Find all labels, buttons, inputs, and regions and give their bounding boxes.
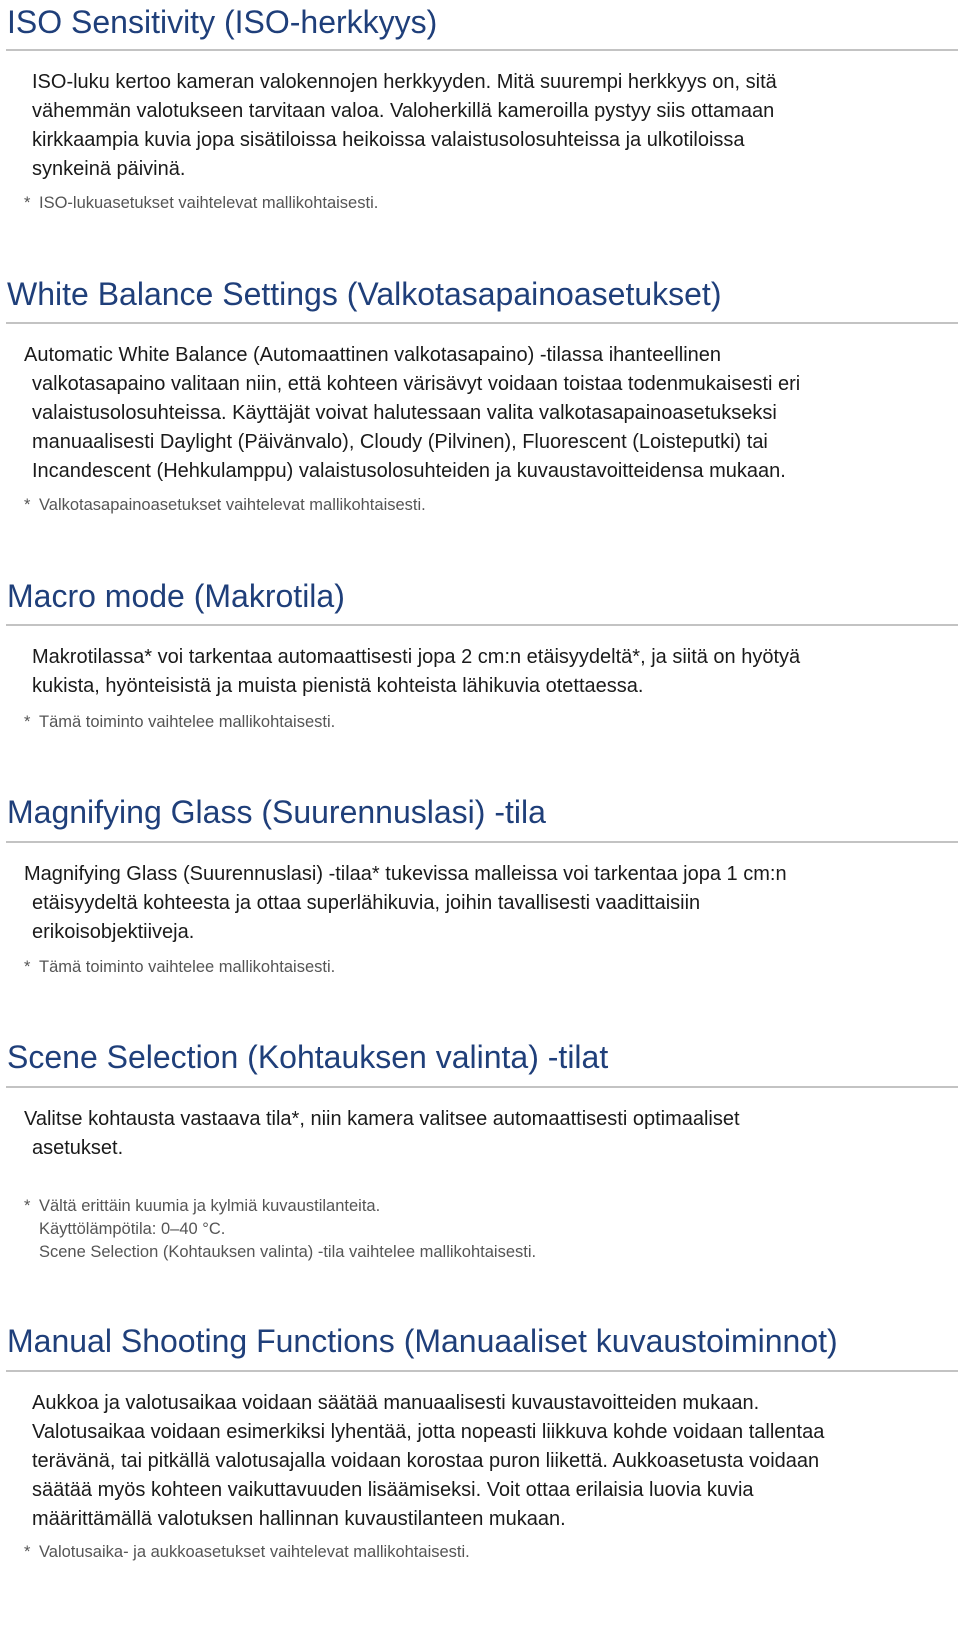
paragraph-line: säätää myös kohteen vaikuttavuuden lisäämiseksi. Voit ottaa erilaisia luovia kuvia (32, 1479, 754, 1501)
section-divider (6, 322, 958, 324)
section-divider (6, 841, 958, 843)
paragraph-line: kukista, hyönteisistä ja muista pienistä kohteista lähikuvia otettaessa. (32, 675, 644, 697)
paragraph-line: ISO-luku kertoo kameran valokennojen herkkyyden. Mitä suurempi herkkyys on, sitä (32, 71, 777, 93)
section-paragraph (24, 1105, 944, 1163)
section-heading: Magnifying Glass (Suurennuslasi) -tila (7, 794, 546, 830)
note-text: ISO-lukuasetukset vaihtelevat mallikohtaisesti. (39, 194, 379, 212)
section-divider (6, 1086, 958, 1088)
note-line (24, 1195, 944, 1218)
section-heading: White Balance Settings (Valkotasapainoasetukset) (7, 276, 722, 312)
paragraph-line: synkeinä päivinä. (32, 158, 186, 180)
section-note (24, 1195, 944, 1264)
paragraph-line: kirkkaampia kuvia jopa sisätiloissa heikoissa valaistusolosuhteissa ja ulkotiloissa (32, 129, 745, 151)
paragraph-line: valkotasapaino valitaan niin, että kohteen värisävyt voidaan toistaa todenmukaisesti eri (32, 373, 801, 395)
note-line (24, 1541, 944, 1564)
section-heading: Macro mode (Makrotila) (7, 578, 345, 614)
section-note (24, 1541, 944, 1564)
paragraph-line: Incandescent (Hehkulamppu) valaistusolosuhteiden ja kuvaustavoitteidensa mukaan. (32, 460, 786, 482)
note-marker: * (24, 194, 31, 212)
section-note (24, 494, 944, 517)
section-paragraph (24, 1389, 944, 1534)
paragraph-line: Aukkoa ja valotusaikaa voidaan säätää manuaalisesti kuvaustavoitteiden mukaan. (32, 1392, 760, 1414)
note-text: Tämä toiminto vaihtelee mallikohtaisesti. (39, 958, 336, 976)
note-marker: * (24, 958, 31, 976)
note-line (24, 494, 944, 517)
note-text: Valkotasapainoasetukset vaihtelevat mallikohtaisesti. (39, 496, 426, 514)
note-line (24, 192, 944, 215)
paragraph-line: Valotusaikaa voidaan esimerkiksi lyhentää, jotta nopeasti liikkuva kohde voidaan tallentaa (32, 1421, 825, 1443)
paragraph-line: Automatic White Balance (Automaattinen valkotasapaino) -tilassa ihanteellinen (24, 344, 722, 366)
note-marker: * (24, 713, 31, 731)
section-paragraph (24, 860, 944, 947)
paragraph-line: terävänä, tai pitkällä valotusajalla voidaan korostaa puron liikettä. Aukkoasetusta voidaan (32, 1450, 820, 1472)
section-heading: Manual Shooting Functions (Manuaaliset kuvaustoiminnot) (7, 1323, 838, 1359)
section-divider (6, 49, 958, 51)
paragraph-line: määrittämällä valotuksen hallinnan kuvaustilanteen mukaan. (32, 1508, 566, 1530)
paragraph-line: valaistusolosuhteissa. Käyttäjät voivat halutessaan valita valkotasapainoasetukseksi (32, 402, 777, 424)
note-text: Käyttölämpötila: 0–40 °C. (39, 1220, 226, 1238)
note-text: Vältä erittäin kuumia ja kylmiä kuvaustilanteita. (39, 1197, 381, 1215)
paragraph-line: Makrotilassa* voi tarkentaa automaattisesti jopa 2 cm:n etäisyydeltä*, ja siitä on hyötyä (32, 646, 801, 668)
note-marker: * (24, 496, 31, 514)
paragraph-line: vähemmän valotukseen tarvitaan valoa. Valoherkillä kameroilla pystyy siis ottamaan (32, 100, 775, 122)
note-marker: * (24, 1543, 31, 1561)
note-text: Scene Selection (Kohtauksen valinta) -tila vaihtelee mallikohtaisesti. (39, 1243, 537, 1261)
paragraph-line: Magnifying Glass (Suurennuslasi) -tilaa* tukevissa malleissa voi tarkentaa jopa 1 cm:n (24, 863, 787, 885)
paragraph-line: asetukset. (32, 1137, 124, 1159)
note-text: Valotusaika- ja aukkoasetukset vaihtelevat mallikohtaisesti. (39, 1543, 470, 1561)
section-divider (6, 624, 958, 626)
section-heading: ISO Sensitivity (ISO-herkkyys) (7, 4, 438, 40)
note-marker: * (24, 1197, 31, 1215)
section-heading: Scene Selection (Kohtauksen valinta) -tilat (7, 1039, 609, 1075)
section-note (24, 711, 944, 734)
section-paragraph (24, 341, 944, 486)
note-line (24, 711, 944, 734)
note-text: Tämä toiminto vaihtelee mallikohtaisesti. (39, 713, 336, 731)
section-note (24, 956, 944, 979)
section-note (24, 192, 944, 215)
paragraph-line: erikoisobjektiiveja. (32, 921, 195, 943)
note-line (24, 956, 944, 979)
section-paragraph (24, 643, 944, 701)
paragraph-line: Valitse kohtausta vastaava tila*, niin kamera valitsee automaattisesti optimaaliset (24, 1108, 740, 1130)
paragraph-line: etäisyydeltä kohteesta ja ottaa superlähikuvia, joihin tavallisesti vaadittaisiin (32, 892, 701, 914)
section-divider (6, 1370, 958, 1372)
section-paragraph (24, 68, 944, 184)
paragraph-line: manuaalisesti Daylight (Päivänvalo), Cloudy (Pilvinen), Fluorescent (Loisteputki) tai (32, 431, 768, 453)
